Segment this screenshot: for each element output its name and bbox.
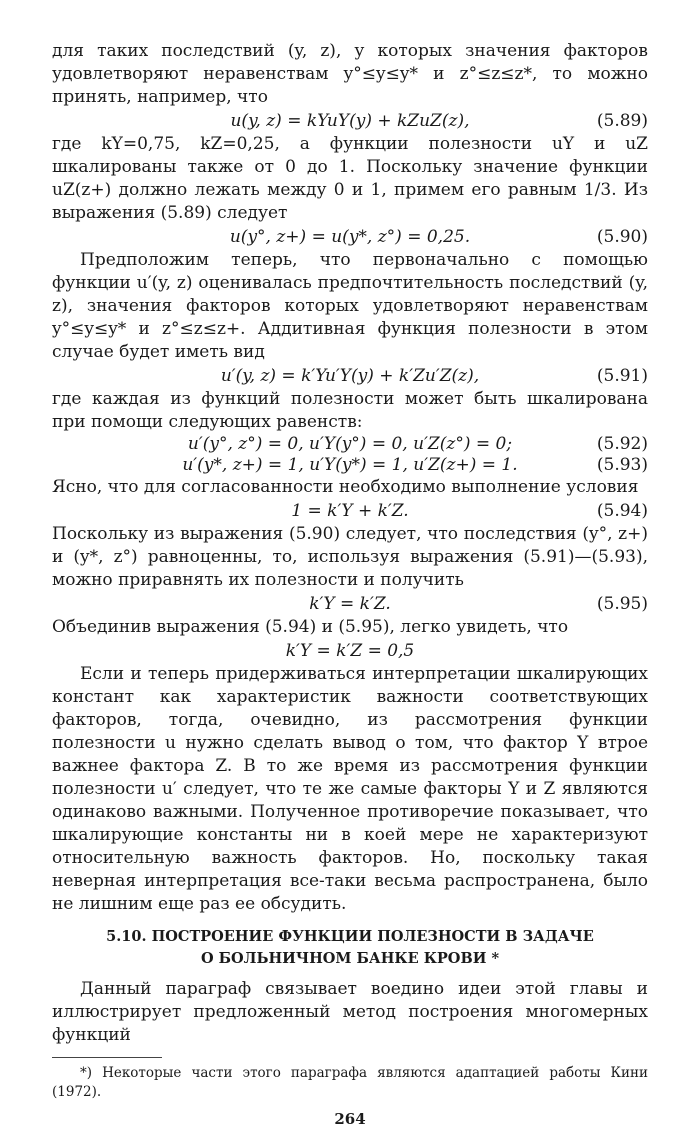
paragraph: где kY=0,75, kZ=0,25, а функции полезности uY и uZ шкалированы также от 0 до 1. Поскольку значение функции uZ(z+) должно лежать между 0 и 1, примем его равным 1/3. Из выражения (5.89) следует [52,134,648,223]
paragraph: где каждая из функций полезности может быть шкалирована при помощи следующих равенств: [52,389,648,432]
paragraph: Ясно, что для согласованности необходимо выполнение условия [52,477,639,497]
equation-formula: u′(y*, z+) = 1, u′Y(y*) = 1, u′Z(z+) = 1. [182,455,518,475]
paragraph: для таких последствий (y, z), у которых значения факторов удовлетворяют неравенствам y°≤y≤y* и z°≤z≤z*, то можно принять, например, что [52,41,648,107]
equation [52,455,648,476]
section-heading-line: 5.10. ПОСТРОЕНИЕ ФУНКЦИИ ПОЛЕЗНОСТИ В ЗАДАЧЕ [106,928,594,945]
paragraph: Данный параграф связывает воедино идеи этой главы и иллюстрирует предложенный метод построения многомерных функций [52,979,648,1045]
equation-number: (5.94) [596,501,648,521]
page-number: 264 [334,1110,366,1128]
equation [52,434,648,455]
equation-formula: u′(y°, z°) = 0, u′Y(y°) = 0, u′Z(z°) = 0; [187,434,513,454]
equation-number: (5.90) [596,227,648,247]
paragraph: Если и теперь придерживаться интерпретации шкалирующих констант как характеристик важности соответствующих факторов, тогда, очевидно, из рассмотрения функции полезности u нужно сделать вывод о том, что фактор Y втрое важнее фактора Z. В то же время из рассмотрения функции полезности u′ следует, что те же самые факторы Y и Z являются одинаково важными. Полученное противоречие показывает, что шкалирующие константы ни в коей мере не характеризуют относительную важность факторов. Но, поскольку такая неверная интерпретация все-таки весьма распространена, было не лишним еще раз ее обсудить. [52,664,648,914]
section-heading-line: О БОЛЬНИЧНОМ БАНКЕ КРОВИ * [200,950,500,967]
equation-formula: 1 = k′Y + k′Z. [291,501,409,521]
page-body [52,40,648,1047]
equation-formula: k′Y = k′Z = 0,5 [285,641,415,661]
equation [52,109,648,133]
equation-number: (5.92) [596,434,648,454]
equation-formula: k′Y = k′Z. [309,594,391,614]
equation-number: (5.89) [596,111,648,131]
paragraph: Предположим теперь, что первоначально с помощью функции u′(y, z) оценивалась предпочтительность последствий (y, z), значения факторов которых удовлетворяют неравенствам y°≤y≤y* и z°≤z≤z+. Аддитивная функция полезности в этом случае будет иметь вид [52,250,648,362]
equation-formula: u(y, z) = kYuY(y) + kZuZ(z), [230,111,470,131]
equation [52,225,648,249]
equation-number: (5.91) [596,366,648,386]
equation [52,639,648,663]
equation [52,592,648,616]
equation-number: (5.95) [596,594,648,614]
equation [52,499,648,523]
equation-number: (5.93) [596,455,648,475]
paragraph: Поскольку из выражения (5.90) следует, что последствия (y°, z+) и (y*, z°) равноценны, то, используя выражения (5.91)—(5.93), можно приравнять их полезности и получить [52,524,648,590]
equation [52,364,648,388]
equation-formula: u′(y, z) = k′Yu′Y(y) + k′Zu′Z(z), [220,366,480,386]
paragraph: Объединив выражения (5.94) и (5.95), легко увидеть, что [52,617,569,637]
section-heading [52,926,648,970]
footnote: *) Некоторые части этого параграфа являются адаптацией работы Кини (1972). [52,1065,648,1100]
equation-formula: u(y°, z+) = u(y*, z°) = 0,25. [229,227,471,247]
